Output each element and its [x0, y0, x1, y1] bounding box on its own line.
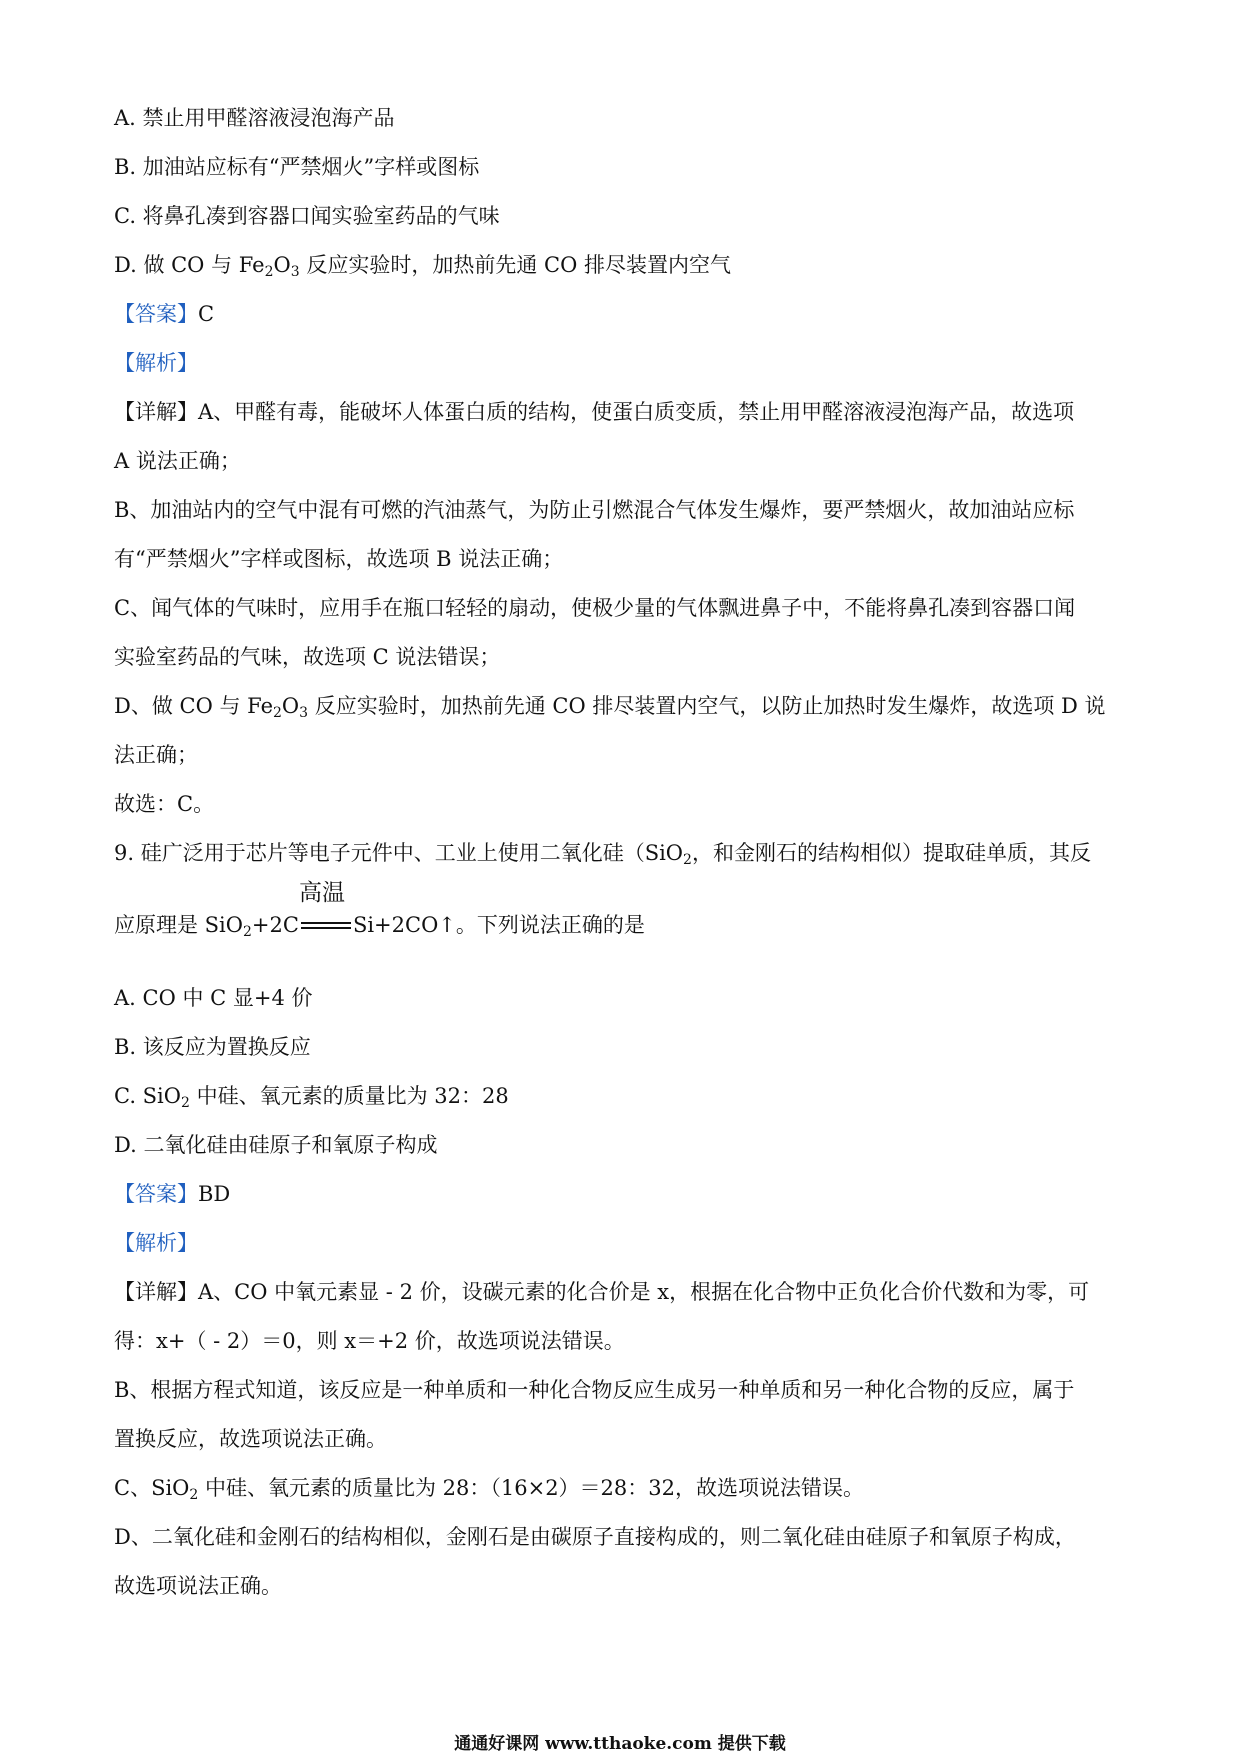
condition-label: 高温 [298, 880, 345, 906]
q9-detail-1a: 【详解】A、CO 中氧元素显 - 2 价，设碳元素的化合价是 x，根据在化合物中正负化合价代数和为零，可 [114, 1280, 1090, 1304]
q8-detail-1a: 【详解】A、甲醛有毒，能破坏人体蛋白质的结构，使蛋白质变质，禁止用甲醛溶液浸泡海产品，故选项 [114, 400, 1075, 424]
q8-detail-4a: D、做 CO 与 $Fe_2O_3$ 反应实验时，加热前先通 CO 排尽装置内空气，以防止加热时发生爆炸，故选项 D 说 [114, 694, 1106, 721]
q9-answer: 【答案】BD [114, 1182, 231, 1206]
q8-detail-2b: 有“严禁烟火”字样或图标，故选项 B 说法正确； [114, 547, 564, 571]
q8-option-c: C. 将鼻孔凑到容器口闻实验室药品的气味 [114, 204, 500, 228]
q8-detail-2a: B、加油站内的空气中混有可燃的汽油蒸气，为防止引燃混合气体发生爆炸，要严禁烟火，故加油站应标 [114, 498, 1075, 522]
q8-option-d: D. 做 CO 与 $Fe_2O_3$ 反应实验时，加热前先通 CO 排尽装置内空气 [114, 253, 731, 280]
q8-detail-1b: A 说法正确； [114, 449, 241, 473]
page-footer: 通通好课网 www.tthaoke.com 提供下载 [454, 1734, 786, 1754]
equals-sign [301, 922, 351, 929]
answer-tag: 【答案】 [114, 1182, 198, 1206]
detail-tag: 【详解】 [114, 400, 198, 424]
q9-option-c: C. SiO$_2$ 中硅、氧元素的质量比为 32：28 [114, 1084, 509, 1111]
q9-analysis-tag: 【解析】 [114, 1231, 198, 1255]
q8-option-b: B. 加油站应标有“严禁烟火”字样或图标 [114, 155, 480, 179]
q9-detail-1b: 得：x+（ - 2）＝0，则 x＝+2 价，故选项说法错误。 [114, 1329, 625, 1353]
q8-conclusion: 故选：C。 [114, 792, 215, 816]
q8-analysis-tag: 【解析】 [114, 351, 198, 375]
q8-detail-3b: 实验室药品的气味，故选项 C 说法错误； [114, 645, 501, 669]
q9-detail-3: C、SiO$_2$ 中硅、氧元素的质量比为 28：（16×2）＝28：32，故选项说法错误。 [114, 1476, 865, 1503]
q9-option-a: A. CO 中 C 显+4 价 [114, 986, 313, 1010]
q8-option-a: A. 禁止用甲醛溶液浸泡海产品 [114, 106, 395, 130]
q9-detail-4a: D、二氧化硅和金刚石的结构相似，金刚石是由碳原子直接构成的，则二氧化硅由硅原子和氧原子构成， [114, 1525, 1076, 1549]
detail-tag: 【详解】 [114, 1280, 198, 1304]
q8-detail-4b: 法正确； [114, 743, 198, 767]
answer-tag: 【答案】 [114, 302, 198, 326]
q9-stem-line1: 9. 硅广泛用于芯片等电子元件中、工业上使用二氧化硅（SiO$_2$，和金刚石的结构相似）提取硅单质，其反 [114, 841, 1091, 868]
q9-detail-4b: 故选项说法正确。 [114, 1574, 282, 1598]
q8-detail-3a: C、闻气体的气味时，应用手在瓶口轻轻的扇动，使极少量的气体飘进鼻子中，不能将鼻孔凑到容器口闻 [114, 596, 1076, 620]
q9-detail-2b: 置换反应，故选项说法正确。 [114, 1427, 387, 1451]
q9-stem-line2: 应原理是 SiO$_2$+2C 高温 Si+2CO↑。下列说法正确的是 [114, 880, 645, 940]
reaction-condition [298, 880, 351, 939]
q9-option-d: D. 二氧化硅由硅原子和氧原子构成 [114, 1133, 438, 1157]
q8-answer: 【答案】C [114, 302, 215, 326]
q9-detail-2a: B、根据方程式知道，该反应是一种单质和一种化合物反应生成另一种单质和另一种化合物的反应，属于 [114, 1378, 1075, 1402]
q9-option-b: B. 该反应为置换反应 [114, 1035, 311, 1059]
